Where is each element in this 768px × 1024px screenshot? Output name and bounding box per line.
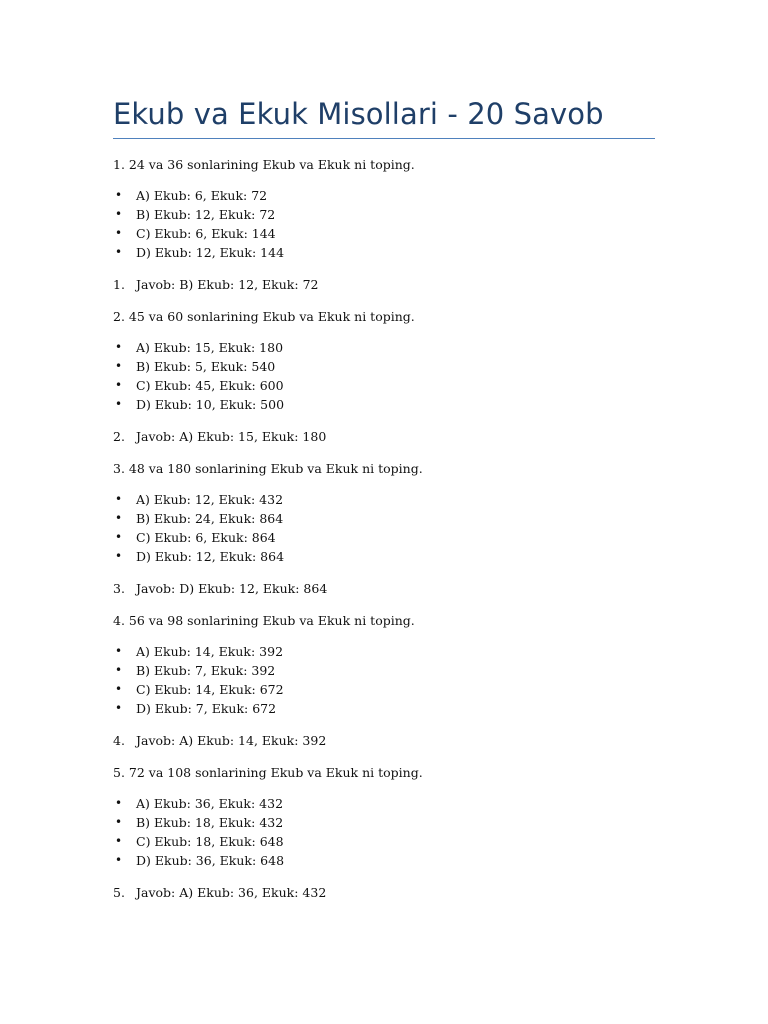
option-text: D) Ekub: 10, Ekuk: 500 bbox=[136, 397, 285, 412]
bullet-icon: • bbox=[115, 511, 123, 525]
answer-line bbox=[113, 883, 655, 902]
question-4 bbox=[113, 611, 655, 750]
bullet-icon: • bbox=[115, 549, 123, 563]
options-list bbox=[113, 794, 655, 870]
option-text: A) Ekub: 36, Ekuk: 432 bbox=[136, 796, 284, 811]
option-text: C) Ekub: 6, Ekuk: 144 bbox=[136, 226, 276, 241]
options-list bbox=[113, 338, 655, 414]
option-b bbox=[113, 813, 655, 832]
option-a bbox=[113, 794, 655, 813]
questions-list bbox=[113, 155, 655, 902]
answer-text: Javob: A) Ekub: 36, Ekuk: 432 bbox=[136, 885, 327, 900]
question-text: 2. 45 va 60 sonlarining Ekub va Ekuk ni toping. bbox=[113, 309, 415, 324]
answer-line bbox=[113, 427, 655, 446]
options-list bbox=[113, 186, 655, 262]
option-text: D) Ekub: 36, Ekuk: 648 bbox=[136, 853, 285, 868]
bullet-icon: • bbox=[115, 530, 123, 544]
option-text: A) Ekub: 15, Ekuk: 180 bbox=[136, 340, 284, 355]
answer-number: 2. bbox=[113, 429, 125, 444]
option-text: B) Ekub: 24, Ekuk: 864 bbox=[136, 511, 284, 526]
answer-number: 5. bbox=[113, 885, 125, 900]
option-text: B) Ekub: 7, Ekuk: 392 bbox=[136, 663, 276, 678]
options-list bbox=[113, 490, 655, 566]
bullet-icon: • bbox=[115, 644, 123, 658]
option-text: A) Ekub: 6, Ekuk: 72 bbox=[136, 188, 268, 203]
option-d bbox=[113, 395, 655, 414]
answer-text: Javob: B) Ekub: 12, Ekuk: 72 bbox=[136, 277, 319, 292]
option-text: B) Ekub: 5, Ekuk: 540 bbox=[136, 359, 276, 374]
question-text: 1. 24 va 36 sonlarining Ekub va Ekuk ni toping. bbox=[113, 157, 415, 172]
option-d bbox=[113, 243, 655, 262]
bullet-icon: • bbox=[115, 834, 123, 848]
bullet-icon: • bbox=[115, 340, 123, 354]
document-page bbox=[113, 94, 655, 915]
option-text: D) Ekub: 12, Ekuk: 864 bbox=[136, 549, 285, 564]
answer-line bbox=[113, 275, 655, 294]
answer-line bbox=[113, 579, 655, 598]
question-text: 5. 72 va 108 sonlarining Ekub va Ekuk ni toping. bbox=[113, 765, 423, 780]
bullet-icon: • bbox=[115, 663, 123, 677]
option-text: C) Ekub: 6, Ekuk: 864 bbox=[136, 530, 276, 545]
options-list bbox=[113, 642, 655, 718]
document-title: Ekub va Ekuk Misollari - 20 Savob bbox=[113, 94, 655, 139]
bullet-icon: • bbox=[115, 815, 123, 829]
option-text: B) Ekub: 12, Ekuk: 72 bbox=[136, 207, 276, 222]
answer-text: Javob: D) Ekub: 12, Ekuk: 864 bbox=[136, 581, 328, 596]
question-text: 4. 56 va 98 sonlarining Ekub va Ekuk ni toping. bbox=[113, 613, 415, 628]
bullet-icon: • bbox=[115, 397, 123, 411]
option-d bbox=[113, 699, 655, 718]
bullet-icon: • bbox=[115, 701, 123, 715]
option-text: A) Ekub: 12, Ekuk: 432 bbox=[136, 492, 284, 507]
bullet-icon: • bbox=[115, 853, 123, 867]
answer-text: Javob: A) Ekub: 15, Ekuk: 180 bbox=[136, 429, 327, 444]
option-c bbox=[113, 224, 655, 243]
answer-line bbox=[113, 731, 655, 750]
question-1 bbox=[113, 155, 655, 294]
option-text: D) Ekub: 12, Ekuk: 144 bbox=[136, 245, 285, 260]
option-b bbox=[113, 509, 655, 528]
option-d bbox=[113, 547, 655, 566]
option-d bbox=[113, 851, 655, 870]
option-b bbox=[113, 357, 655, 376]
option-a bbox=[113, 642, 655, 661]
bullet-icon: • bbox=[115, 682, 123, 696]
option-text: B) Ekub: 18, Ekuk: 432 bbox=[136, 815, 284, 830]
option-a bbox=[113, 338, 655, 357]
question-2 bbox=[113, 307, 655, 446]
question-5 bbox=[113, 763, 655, 902]
question-3 bbox=[113, 459, 655, 598]
option-c bbox=[113, 832, 655, 851]
bullet-icon: • bbox=[115, 796, 123, 810]
option-b bbox=[113, 661, 655, 680]
answer-text: Javob: A) Ekub: 14, Ekuk: 392 bbox=[136, 733, 327, 748]
option-text: C) Ekub: 14, Ekuk: 672 bbox=[136, 682, 284, 697]
option-c bbox=[113, 376, 655, 395]
option-c bbox=[113, 528, 655, 547]
bullet-icon: • bbox=[115, 245, 123, 259]
option-c bbox=[113, 680, 655, 699]
option-text: A) Ekub: 14, Ekuk: 392 bbox=[136, 644, 284, 659]
option-text: C) Ekub: 45, Ekuk: 600 bbox=[136, 378, 284, 393]
bullet-icon: • bbox=[115, 378, 123, 392]
answer-number: 1. bbox=[113, 277, 125, 292]
bullet-icon: • bbox=[115, 188, 123, 202]
bullet-icon: • bbox=[115, 207, 123, 221]
option-text: D) Ekub: 7, Ekuk: 672 bbox=[136, 701, 277, 716]
bullet-icon: • bbox=[115, 492, 123, 506]
bullet-icon: • bbox=[115, 226, 123, 240]
option-a bbox=[113, 186, 655, 205]
answer-number: 3. bbox=[113, 581, 125, 596]
option-a bbox=[113, 490, 655, 509]
bullet-icon: • bbox=[115, 359, 123, 373]
answer-number: 4. bbox=[113, 733, 125, 748]
option-b bbox=[113, 205, 655, 224]
option-text: C) Ekub: 18, Ekuk: 648 bbox=[136, 834, 284, 849]
question-text: 3. 48 va 180 sonlarining Ekub va Ekuk ni toping. bbox=[113, 461, 423, 476]
